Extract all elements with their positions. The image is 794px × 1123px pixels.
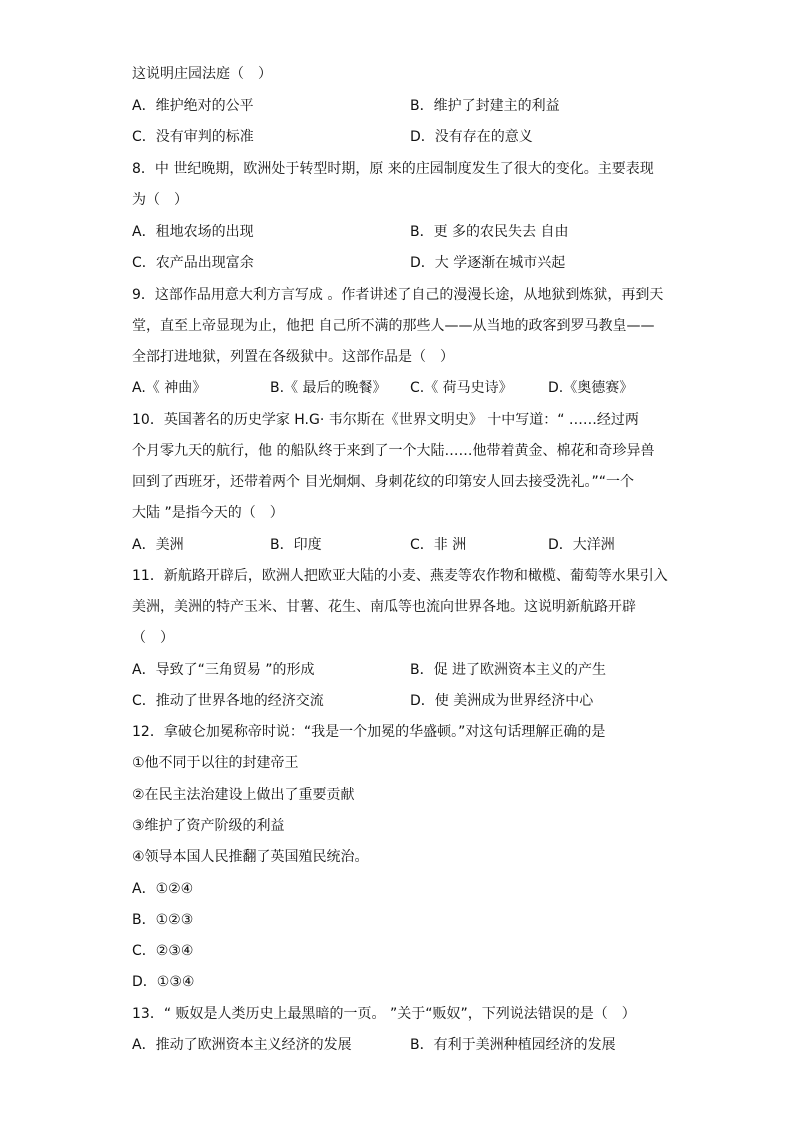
q9-stem-line-1: 9．这部作品用意大利方言写成 。作者讲述了自己的漫漫长途，从地狱到炼狱，再到天 <box>132 287 664 303</box>
q10-stem-line-1: 10．英国著名的历史学家 H.G· 韦尔斯在《世界文明史》 十中写道：“ ……经过两 <box>132 412 639 428</box>
q10-option-d[interactable]: D．大洋洲 <box>548 537 615 553</box>
q10-stem-line-3: 回到了西班牙，还带着两个 目光炯炯、身刺花纹的印第安人回去接受洗礼。”“一个 <box>132 474 634 490</box>
q7-option-a[interactable]: A．维护绝对的公平 <box>132 98 254 114</box>
q8-option-b[interactable]: B．更 多的农民失去 自由 <box>410 224 569 240</box>
q7-option-c[interactable]: C．没有审判的标准 <box>132 129 254 145</box>
q8-stem-line-2: 为（ ） <box>132 192 188 208</box>
q9-stem-line-2: 堂，直至上帝显现为止，他把 自己所不满的那些人——从当地的政客到罗马教皇—— <box>132 318 655 334</box>
q7-stem: 这说明庄园法庭（ ） <box>132 66 272 82</box>
q12-statement-4: ④领导本国人民推翻了英国殖民统治。 <box>132 849 369 865</box>
q9-option-d[interactable]: D.《奥德赛》 <box>548 380 634 396</box>
q12-statement-3: ③维护了资产阶级的利益 <box>132 818 285 834</box>
q8-option-a[interactable]: A．租地农场的出现 <box>132 224 254 240</box>
q12-statement-2: ②在民主法治建设上做出了重要贡献 <box>132 787 355 803</box>
q10-option-a[interactable]: A．美洲 <box>132 537 184 553</box>
q12-statement-1: ①他不同于以往的封建帝王 <box>132 755 299 771</box>
q9-option-b[interactable]: B.《 最后的晚餐》 <box>270 380 387 396</box>
q9-option-a[interactable]: A.《 神曲》 <box>132 380 207 396</box>
q7-option-b[interactable]: B．维护了封建主的利益 <box>410 98 560 114</box>
q13-option-b[interactable]: B．有利于美洲种植园经济的发展 <box>410 1037 616 1053</box>
q8-option-d[interactable]: D．大 学逐渐在城市兴起 <box>410 255 566 271</box>
q10-stem-line-2: 个月零九天的航行，他 的船队终于来到了一个大陆……他带着黄金、棉花和奇珍异兽 <box>132 443 655 459</box>
q12-option-c[interactable]: C．②③④ <box>132 943 194 959</box>
q7-option-d[interactable]: D．没有存在的意义 <box>410 129 533 145</box>
q10-option-b[interactable]: B．印度 <box>270 537 322 553</box>
q12-option-a[interactable]: A．①②④ <box>132 881 194 897</box>
q9-option-c[interactable]: C.《 荷马史诗》 <box>410 380 513 396</box>
q11-stem-line-3: （ ） <box>132 630 174 646</box>
q12-option-d[interactable]: D．①③④ <box>132 974 195 990</box>
q11-option-d[interactable]: D．使 美洲成为世界经济中心 <box>410 693 594 709</box>
q10-stem-line-4: 大陆 ”是指今天的（ ） <box>132 505 284 521</box>
q11-stem-line-2: 美洲，美洲的特产玉米、甘薯、花生、南瓜等也流向世界各地。这说明新航路开辟 <box>132 599 636 615</box>
q13-stem: 13．“ 贩奴是人类历史上最黑暗的一页。 ”关于“贩奴”，下列说法错误的是（ ） <box>132 1006 636 1022</box>
q11-option-a[interactable]: A．导致了“三角贸易 ”的形成 <box>132 662 315 678</box>
q8-option-c[interactable]: C．农产品出现富余 <box>132 255 254 271</box>
q11-option-c[interactable]: C．推动了世界各地的经济交流 <box>132 693 324 709</box>
q11-option-b[interactable]: B．促 进了欧洲资本主义的产生 <box>410 662 607 678</box>
q10-option-c[interactable]: C．非 洲 <box>410 537 467 553</box>
q12-stem: 12．拿破仑加冕称帝时说：“我是一个加冕的华盛顿。”对这句话理解正确的是 <box>132 724 606 740</box>
q9-stem-line-3: 全部打进地狱，列置在各级狱中。这部作品是（ ） <box>132 349 454 365</box>
q8-stem-line-1: 8．中 世纪晚期，欧洲处于转型时期，原 来的庄园制度发生了很大的变化。主要表现 <box>132 161 654 177</box>
q12-option-b[interactable]: B．①②③ <box>132 912 194 928</box>
q11-stem-line-1: 11．新航路开辟后，欧洲人把欧亚大陆的小麦、燕麦等农作物和橄榄、葡萄等水果引入 <box>132 568 668 584</box>
q13-option-a[interactable]: A．推动了欧洲资本主义经济的发展 <box>132 1037 352 1053</box>
